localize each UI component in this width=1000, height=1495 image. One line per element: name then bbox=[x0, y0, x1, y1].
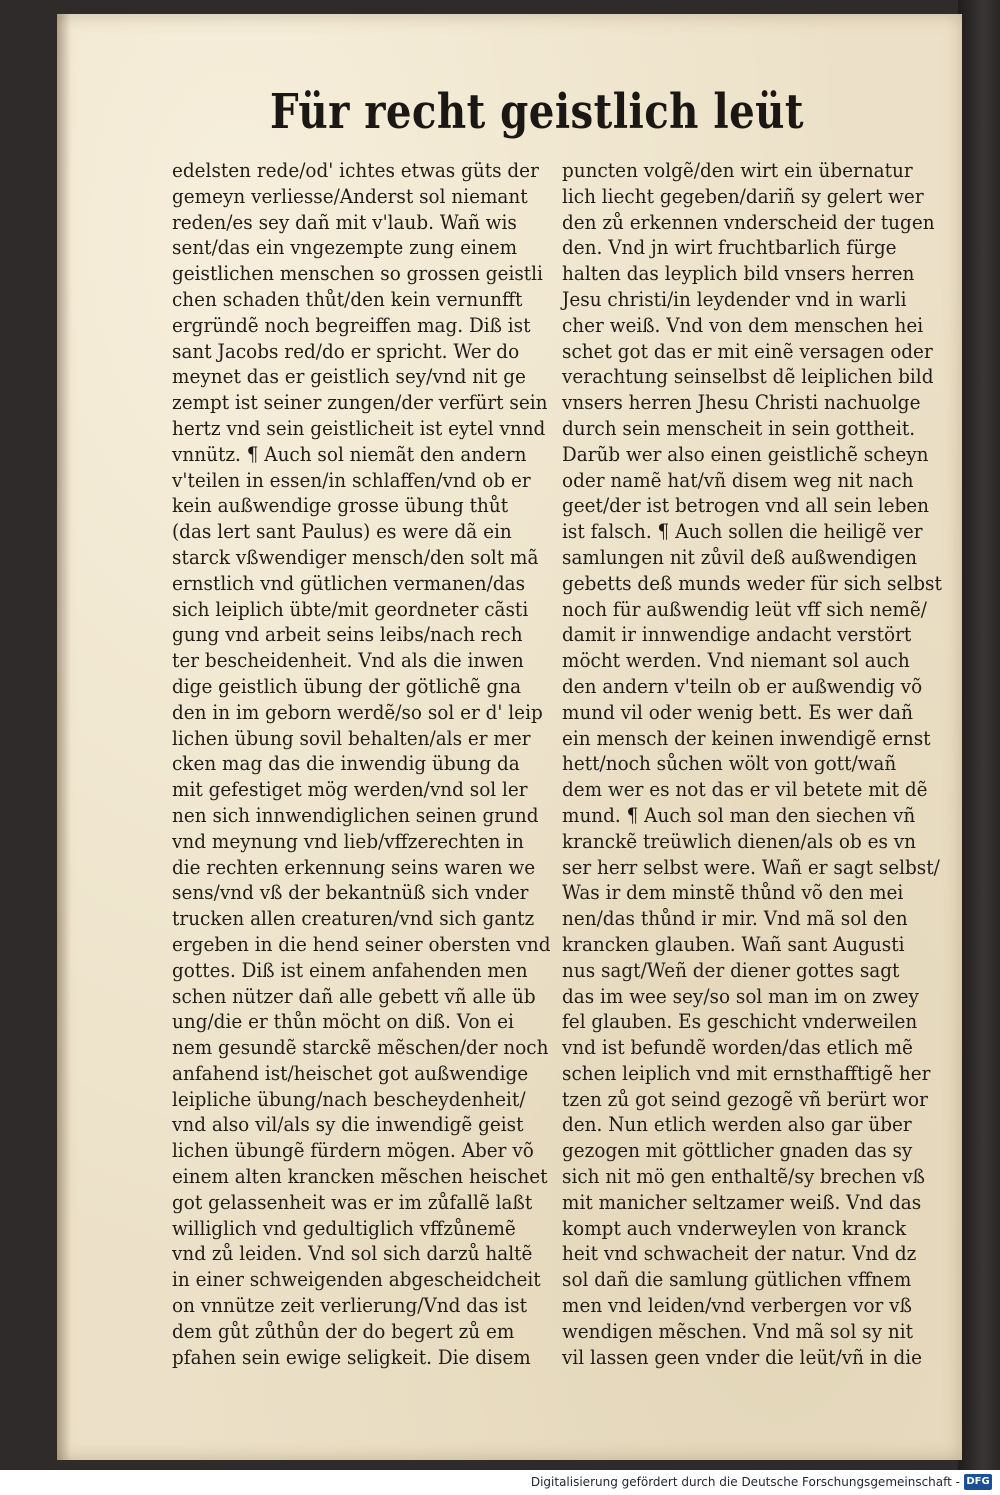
text-line: nus sagt/Weñ der diener gottes sagt bbox=[562, 957, 900, 982]
text-line: den in im geborn werdẽ/so sol er d' leip bbox=[172, 699, 543, 724]
text-line: cher weiß. Vnd von dem menschen hei bbox=[562, 312, 924, 337]
text-line: hertz vnd sein geistlicheit ist eytel vnnd bbox=[172, 415, 546, 440]
text-line: hett/noch sůchen wölt von gott/wañ bbox=[562, 751, 897, 776]
text-line: schen leiplich vnd mit ernsthafftigẽ her bbox=[562, 1060, 931, 1085]
text-line: dige geistlich übung der götlichẽ gna bbox=[172, 673, 522, 698]
text-line: vnd also vil/als sy die inwendigẽ geist bbox=[172, 1112, 524, 1137]
text-line: einem alten krancken mẽschen heischet bbox=[172, 1164, 548, 1189]
text-line: das im wee sey/so sol man im on zwey bbox=[562, 983, 919, 1008]
text-line: nem gesundẽ starckẽ mẽschen/der noch bbox=[172, 1035, 549, 1060]
text-line: chen schaden thůt/den kein vernunfft bbox=[172, 286, 523, 311]
text-line: ergeben in die hend seiner obersten vnd bbox=[172, 931, 551, 956]
text-line: Darũb wer also einen geistlichẽ scheyn bbox=[562, 441, 929, 466]
text-line: meynet das er geistlich sey/vnd nit ge bbox=[172, 364, 526, 389]
text-line: ung/die er thůn möcht on diß. Von ei bbox=[172, 1009, 514, 1034]
text-line: vil lassen geen vnder die leüt/vñ in die bbox=[562, 1344, 923, 1369]
text-line: cken mag das die inwendig übung da bbox=[172, 751, 520, 776]
text-line: starck vßwendiger mensch/den solt mã bbox=[172, 544, 539, 569]
text-line: ernstlich vnd gütlichen vermanen/das bbox=[172, 570, 526, 595]
text-line: lichen übungẽ fürdern mögen. Aber võ bbox=[172, 1138, 534, 1163]
text-line: trucken allen creaturen/vnd sich gantz bbox=[172, 906, 535, 931]
text-line: ser herr selbst were. Wañ er sagt selbst/ bbox=[562, 854, 940, 879]
text-line: mit manicher seltzamer weiß. Vnd das bbox=[562, 1189, 922, 1214]
text-line: heit vnd schwacheit der natur. Vnd dz bbox=[562, 1241, 917, 1266]
text-line: on vnnütze zeit verlierung/Vnd das ist bbox=[172, 1293, 528, 1318]
text-line: wendigen mẽschen. Vnd mã sol sy nit bbox=[562, 1318, 913, 1343]
text-line: mund vil oder wenig bett. Es wer dañ bbox=[562, 699, 913, 724]
text-line: (das lert sant Paulus) es were dã ein bbox=[172, 519, 512, 544]
text-line: gebetts deß munds weder für sich selbst bbox=[562, 570, 942, 595]
text-line: sant Jacobs red/do er spricht. Wer do bbox=[172, 338, 520, 363]
text-line: vnd zů leiden. Vnd sol sich darzů haltẽ bbox=[172, 1241, 533, 1266]
text-line: ergründẽ noch begreiffen mag. Diß ist bbox=[172, 312, 531, 337]
text-line: lichen übung sovil behalten/als er mer bbox=[172, 725, 531, 750]
text-line: v'teilen in essen/in schlaffen/vnd ob er bbox=[172, 467, 531, 492]
text-line: kein außwendige grosse übung thůt bbox=[172, 493, 509, 518]
dfg-logo: DFG bbox=[964, 1474, 992, 1490]
text-line: halten das leyplich bild vnsers herren bbox=[562, 261, 915, 286]
text-line: schet got das er mit einẽ versagen oder bbox=[562, 338, 933, 363]
text-line: zempt ist seiner zungen/der verfürt sein bbox=[172, 390, 548, 415]
funding-notice: Digitalisierung gefördert durch die Deutsche Forschungsgemeinschaft - bbox=[530, 1475, 960, 1489]
text-line: mund. ¶ Auch sol man den siechen vñ bbox=[562, 802, 916, 827]
text-line: leipliche übung/nach bescheydenheit/ bbox=[172, 1086, 526, 1111]
text-line: geistlichen menschen so grossen geistli bbox=[172, 261, 543, 286]
text-column-right bbox=[562, 158, 962, 1370]
text-line: gezogen mit göttlicher gnaden das sy bbox=[562, 1138, 913, 1163]
text-line: Jesu christi/in leydender vnd in warli bbox=[562, 286, 907, 311]
text-line: schen nützer dañ alle gebett vñ alle üb bbox=[172, 983, 536, 1008]
text-line: kranckẽ treüwlich dienen/als ob es vn bbox=[562, 828, 917, 853]
text-line: edelsten rede/od' ichtes etwas güts der bbox=[172, 158, 539, 182]
text-line: gottes. Diß ist einem anfahenden men bbox=[172, 957, 528, 982]
text-line: puncten volgẽ/den wirt ein übernatur bbox=[562, 158, 913, 182]
text-line: oder namẽ hat/vñ disem weg nit nach bbox=[562, 467, 914, 492]
text-line: gung vnd arbeit seins leibs/nach rech bbox=[172, 622, 523, 647]
running-head: Für recht geistlich leüt bbox=[270, 84, 804, 140]
text-line: verachtung seinselbst dẽ leiplichen bild bbox=[562, 364, 934, 389]
text-line: kompt auch vnderweylen von kranck bbox=[562, 1215, 907, 1240]
text-line: anfahend ist/heischet got außwendige bbox=[172, 1060, 529, 1085]
text-line: fel glauben. Es geschicht vnderweilen bbox=[562, 1009, 918, 1034]
text-line: ter bescheidenheit. Vnd als die inwen bbox=[172, 648, 524, 673]
text-line: krancken glauben. Wañ sant Augusti bbox=[562, 931, 905, 956]
text-line: samlungen nit zůvil deß außwendigen bbox=[562, 544, 917, 569]
text-line: geet/der ist betrogen vnd all sein leben bbox=[562, 493, 930, 518]
text-line: williglich vnd gedultiglich vffzůnemẽ bbox=[172, 1215, 516, 1240]
text-line: sol dañ die samlung gütlichen vffnem bbox=[562, 1267, 912, 1292]
text-line: nen sich innwendiglichen seinen grund bbox=[172, 802, 539, 827]
text-line: möcht werden. Vnd niemant sol auch bbox=[562, 648, 910, 673]
book-edge bbox=[958, 0, 1000, 1470]
text-line: nen/das thůnd ir mir. Vnd mã sol den bbox=[562, 906, 908, 931]
footer-bar bbox=[0, 1470, 1000, 1495]
text-line: ein mensch der keinen inwendigẽ ernst bbox=[562, 725, 931, 750]
text-line: sich leiplich übte/mit geordneter cãsti bbox=[172, 596, 529, 621]
text-line: mit gefestiget mög werden/vnd sol ler bbox=[172, 777, 528, 802]
text-line: in einer schweigenden abgescheidcheit bbox=[172, 1267, 541, 1292]
text-line: Was ir dem minstẽ thůnd võ den mei bbox=[562, 880, 904, 905]
text-line: men vnd leiden/vnd verbergen vor vß bbox=[562, 1293, 912, 1318]
text-line: durch sein menscheit in sein gottheit. bbox=[562, 415, 916, 440]
text-line: gemeyn verliesse/Anderst sol niemant bbox=[172, 183, 528, 208]
text-line: dem wer es not das er vil betete mit dẽ bbox=[562, 777, 928, 802]
text-line: sent/das ein vngezempte zung einem bbox=[172, 235, 518, 260]
text-line: pfahen sein ewige seligkeit. Die disem bbox=[172, 1344, 531, 1369]
text-line: dem gůt zůthůn der do begert zů em bbox=[172, 1318, 515, 1343]
text-line: den. Nun etlich werden also gar über bbox=[562, 1112, 912, 1137]
text-line: reden/es sey dañ mit v'laub. Wañ wis bbox=[172, 209, 517, 234]
text-line: vnsers herren Jhesu Christi nachuolge bbox=[562, 390, 921, 415]
text-column-left bbox=[172, 158, 572, 1370]
text-line: tzen zů got seind gezogẽ vñ berürt wor bbox=[562, 1086, 928, 1111]
text-line: damit ir innwendige andacht verstört bbox=[562, 622, 912, 647]
text-line: lich liecht gegeben/dariñ sy gelert wer bbox=[562, 183, 924, 208]
text-line: sich nit mö gen enthaltẽ/sy brechen vß bbox=[562, 1164, 925, 1189]
text-line: die rechten erkennung seins waren we bbox=[172, 854, 536, 879]
text-line: noch für außwendig leüt vff sich nemẽ/ bbox=[562, 596, 927, 621]
text-line: ist falsch. ¶ Auch sollen die heiligẽ ver bbox=[562, 519, 923, 544]
text-line: vnd ist befundẽ worden/das etlich mẽ bbox=[562, 1035, 913, 1060]
text-line: sens/vnd vß der bekantnüß sich vnder bbox=[172, 880, 529, 905]
text-line: vnnütz. ¶ Auch sol niemãt den andern bbox=[172, 441, 527, 466]
text-line: den zů erkennen vnderscheid der tugen bbox=[562, 209, 935, 234]
gutter-shadow bbox=[57, 14, 71, 1460]
text-line: den andern v'teiln ob er außwendig võ bbox=[562, 673, 923, 698]
text-line: den. Vnd jn wirt fruchtbarlich fürge bbox=[562, 235, 897, 260]
text-line: got gelassenheit was er im zůfallẽ laßt bbox=[172, 1189, 533, 1214]
text-line: vnd meynung vnd lieb/vffzerechten in bbox=[172, 828, 524, 853]
